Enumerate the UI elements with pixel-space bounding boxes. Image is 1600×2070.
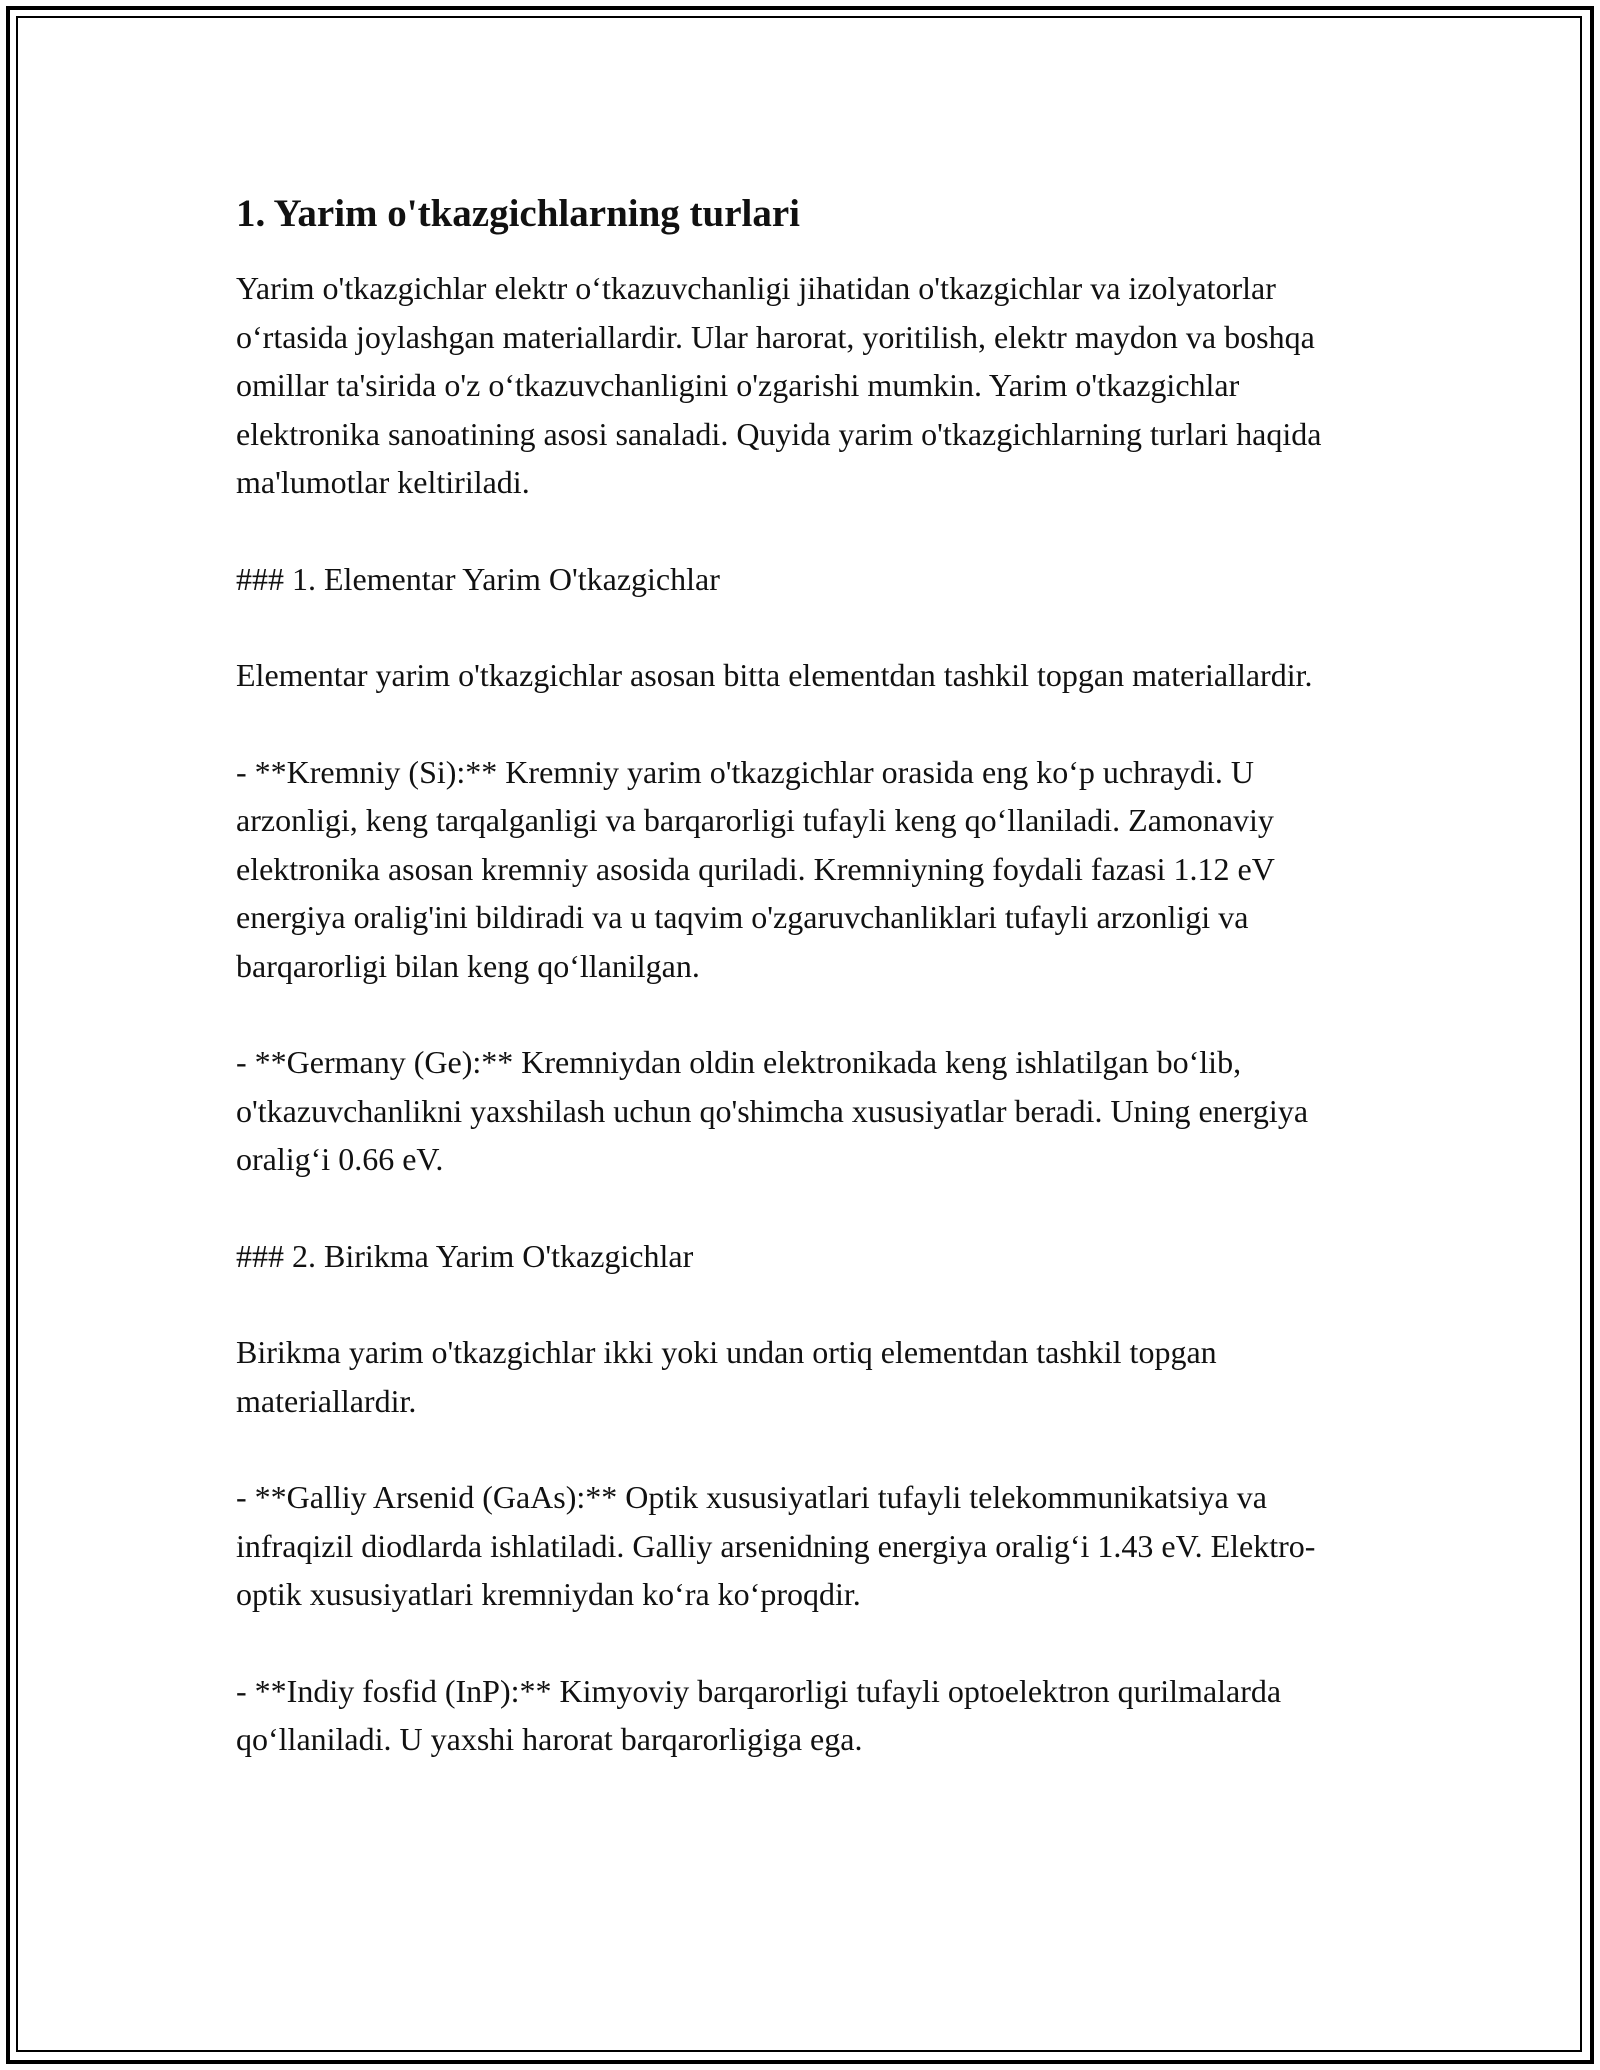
list-item-germany: - **Germany (Ge):** Kremniydan oldin elektronikada keng ishlatilgan bo‘lib, o'tkazuvchanlikni yaxshilash uchun qo'shimcha xususiyatlar beradi. Uning energiya oralig‘i 0.66 eV.	[236, 1044, 1309, 1177]
list-item-galliy-arsenid: - **Galliy Arsenid (GaAs):** Optik xususiyatlari tufayli telekommunikatsiya va infraqizil diodlarda ishlatiladi. Galliy arsenidning energiya oralig‘i 1.43 eV. Elektro-optik xususiyatlari kremniydan ko‘ra ko‘proqdir.	[236, 1479, 1316, 1612]
elementar-description: Elementar yarim o'tkazgichlar asosan bitta elementdan tashkil topgan materiallardir.	[236, 657, 1313, 693]
intro-paragraph: Yarim o'tkazgichlar elektr o‘tkazuvchanligi jihatidan o'tkazgichlar va izolyatorlar o‘rtasida joylashgan materiallardir. Ular harorat, yoritilish, elektr maydon va boshqa omillar ta'sirida o'z o‘tkazuvchanligini o'zgarishi mumkin. Yarim o'tkazgichlar elektronika sanoatining asosi sanaladi. Quyida yarim o'tkazgichlarning turlari haqida ma'lumotlar keltiriladi.	[236, 270, 1322, 500]
list-item-indiy-fosfid: - **Indiy fosfid (InP):** Kimyoviy barqarorligi tufayli optoelektron qurilmalarda qo‘llaniladi. U yaxshi harorat barqarorligiga ega.	[236, 1672, 1282, 1757]
birikma-description: Birikma yarim o'tkazgichlar ikki yoki undan ortiq elementdan tashkil topgan materiallardir.	[236, 1334, 1217, 1419]
section-heading-birikma: ### 2. Birikma Yarim O'tkazgichlar	[236, 1237, 694, 1274]
section-heading-elementar: ### 1. Elementar Yarim O'tkazgichlar	[236, 560, 720, 597]
page-title: 1. Yarim o'tkazgichlarning turlari	[236, 192, 801, 235]
document-body	[236, 186, 1376, 1764]
list-item-kremniy: - **Kremniy (Si):** Kremniy yarim o'tkazgichlar orasida eng ko‘p uchraydi. U arzonligi, keng tarqalganligi va barqarorligi tufayli keng qo‘llaniladi. Zamonaviy elektronika asosan kremniy asosida quriladi. Kremniyning foydali fazasi 1.12 eV energiya oralig'ini bildiradi va u taqvim o'zgaruvchanliklari tufayli arzonligi va barqarorligi bilan keng qo‘llanilgan.	[236, 753, 1275, 984]
